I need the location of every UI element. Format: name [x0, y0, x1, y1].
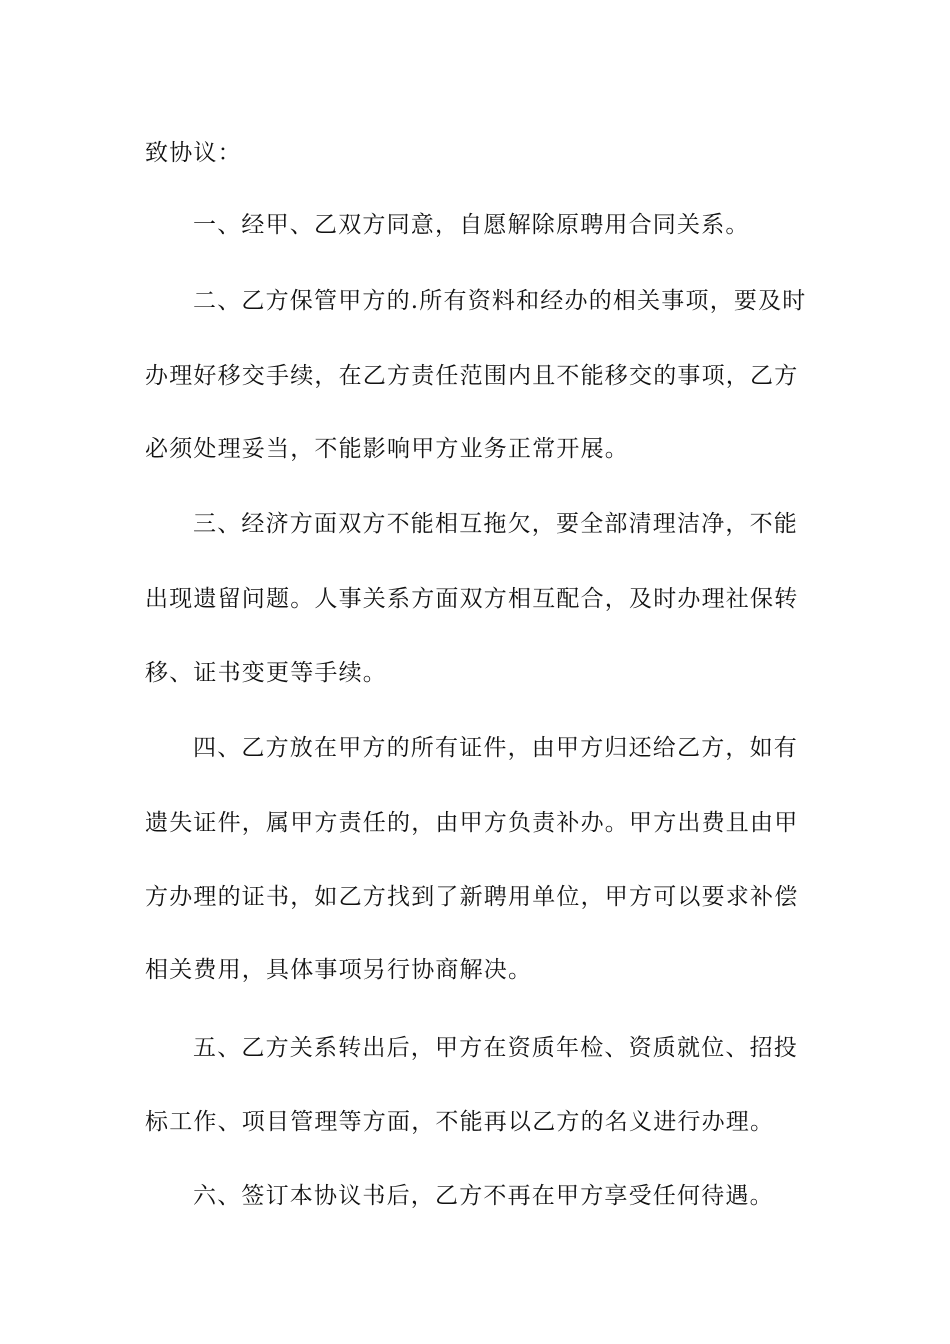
clause-6-line-1: 六、签订本协议书后，乙方不再在甲方享受任何待遇。 [193, 1183, 774, 1209]
clause-4-line-3: 方办理的证书，如乙方找到了新聘用单位，甲方可以要求补偿 [145, 884, 799, 910]
clause-2-line-3: 必须处理妥当，不能影响甲方业务正常开展。 [145, 436, 629, 462]
clause-5-line-1: 五、乙方关系转出后，甲方在资质年检、资质就位、招投 [193, 1035, 798, 1061]
clause-3-line-3: 移、证书变更等手续。 [145, 660, 387, 686]
clause-3-line-2: 出现遗留问题。人事关系方面双方相互配合，及时办理社保转 [145, 586, 799, 612]
clause-4-line-1: 四、乙方放在甲方的所有证件，由甲方归还给乙方，如有 [193, 735, 798, 761]
clause-4-line-2: 遗失证件，属甲方责任的，由甲方负责补办。甲方出费且由甲 [145, 810, 799, 836]
clause-4-line-4: 相关费用，具体事项另行协商解决。 [145, 957, 533, 983]
clause-1-line-1: 一、经甲、乙双方同意，自愿解除原聘用合同关系。 [193, 212, 750, 238]
clause-5-line-2: 标工作、项目管理等方面，不能再以乙方的名义进行办理。 [145, 1109, 775, 1135]
clause-2-line-2: 办理好移交手续，在乙方责任范围内且不能移交的事项，乙方 [145, 363, 799, 389]
clause-2-line-1: 二、乙方保管甲方的.所有资料和经办的相关事项，要及时 [193, 288, 807, 314]
text-line-1: 致协议： [145, 140, 242, 166]
clause-3-line-1: 三、经济方面双方不能相互拖欠，要全部清理洁净，不能 [193, 511, 798, 537]
